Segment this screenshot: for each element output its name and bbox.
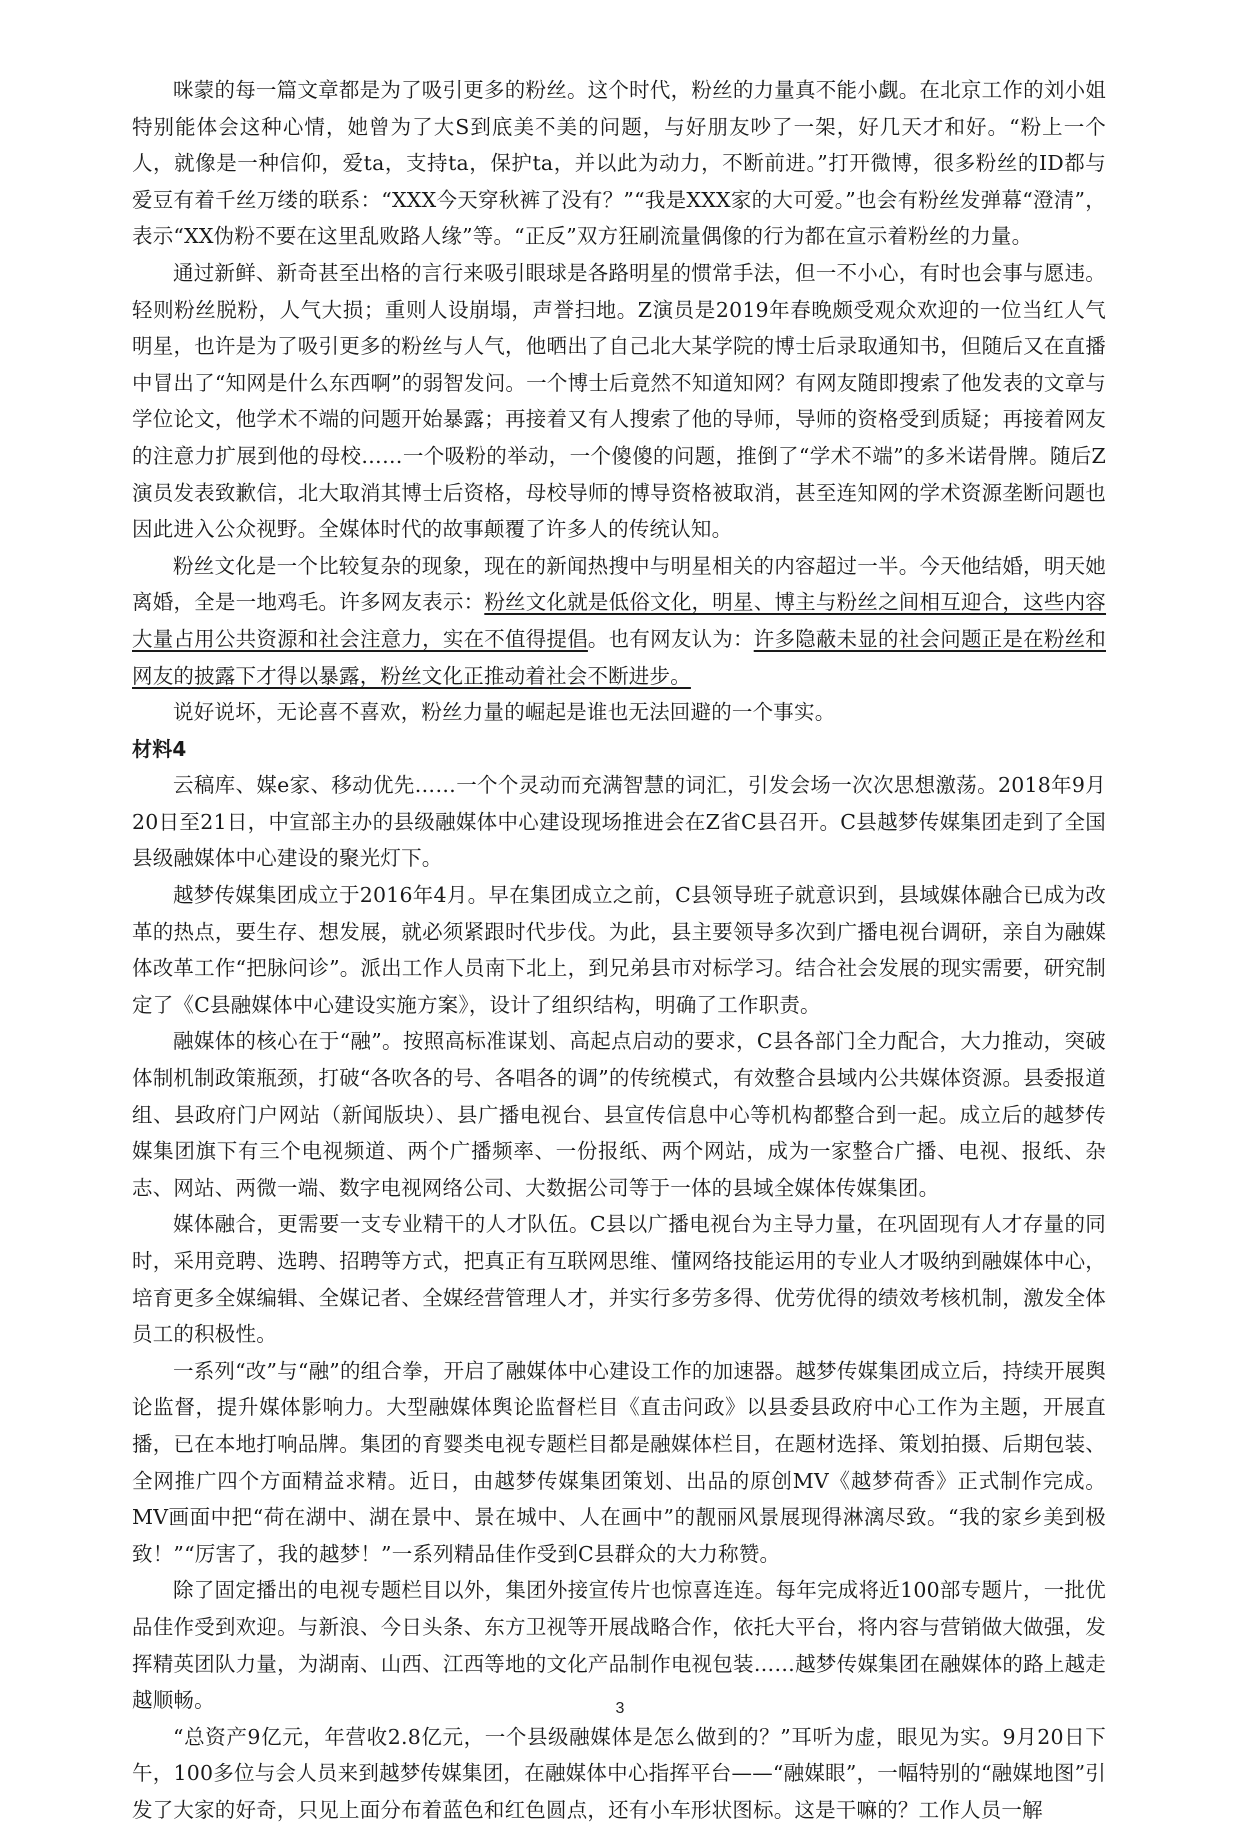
document-body — [132, 72, 1106, 1829]
underlined-quote: 许多隐蔽未显的社会问题正是在粉丝和网友的披露下才得以暴露，粉丝文化正推动着社会不断进步。 — [132, 626, 1106, 688]
paragraph: 通过新鲜、新奇甚至出格的言行来吸引眼球是各路明星的惯常手法，但一不小心，有时也会事与愿违。轻则粉丝脱粉，人气大损；重则人设崩塌，声誉扫地。Z演员是2019年春晚颇受观众欢迎的一位当红人气明星，也许是为了吸引更多的粉丝与人气，他晒出了自己北大某学院的博士后录取通知书，但随后又在直播中冒出了“知网是什么东西啊”的弱智发问。一个博士后竟然不知道知网？有网友随即搜索了他发表的文章与学位论文，他学术不端的问题开始暴露；再接着又有人搜索了他的导师，导师的资格受到质疑；再接着网友的注意力扩展到他的母校……一个吸粉的举动，一个傻傻的问题，推倒了“学术不端”的多米诺骨牌。随后Z演员发表致歉信，北大取消其博士后资格，母校导师的博导资格被取消，甚至连知网的学术资源垄断问题也因此进入公众视野。全媒体时代的故事颠覆了许多人的传统认知。 — [132, 260, 1106, 542]
paragraph: 一系列“改”与“融”的组合拳，开启了融媒体中心建设工作的加速器。越梦传媒集团成立后，持续开展舆论监督，提升媒体影响力。大型融媒体舆论监督栏目《直击问政》以县委县政府中心工作为主题，开展直播，已在本地打响品牌。集团的育婴类电视专题栏目都是融媒体栏目，在题材选择、策划拍摄、后期包装、全网推广四个方面精益求精。近日，由越梦传媒集团策划、出品的原创MV《越梦荷香》正式制作完成。MV画面中把“荷在湖中、湖在景中、景在城中、人在画中”的靓丽风景展现得淋漓尽致。“我的家乡美到极致！”“厉害了，我的越梦！”一系列精品佳作受到C县群众的大力称赞。 — [132, 1358, 1106, 1566]
paragraph — [132, 548, 1106, 694]
paragraph: 融媒体的核心在于“融”。按照高标准谋划、高起点启动的要求，C县各部门全力配合，大力推动，突破体制机制政策瓶颈，打破“各吹各的号、各唱各的调”的传统模式，有效整合县域内公共媒体资源。县委报道组、县政府门户网站（新闻版块）、县广播电视台、县宣传信息中心等机构都整合到一起。成立后的越梦传媒集团旗下有三个电视频道、两个广播频率、一份报纸、两个网站，成为一家整合广播、电视、报纸、杂志、网站、两微一端、数字电视网络公司、大数据公司等于一体的县域全媒体传媒集团。 — [132, 1029, 1106, 1200]
page-number: 3 — [615, 1700, 625, 1717]
paragraph: 云稿库、媒e家、移动优先……一个个灵动而充满智慧的词汇，引发会场一次次思想激荡。2018年9月20日至21日，中宣部主办的县级融媒体中心建设现场推进会在Z省C县召开。C县越梦传媒集团走到了全国县级融媒体中心建设的聚光灯下。 — [132, 773, 1106, 871]
paragraph-text: 。也有网友认为： — [587, 626, 754, 651]
section-heading: 材料4 — [132, 736, 187, 761]
paragraph: 越梦传媒集团成立于2016年4月。早在集团成立之前，C县领导班子就意识到，县域媒体融合已成为改革的热点，要生存、想发展，就必须紧跟时代步伐。为此，县主要领导多次到广播电视台调研，亲自为融媒体改革工作“把脉问诊”。派出工作人员南下北上，到兄弟县市对标学习。结合社会发展的现实需要，研究制定了《C县融媒体中心建设实施方案》，设计了组织结构，明确了工作职责。 — [132, 883, 1106, 1017]
underlined-quote: 粉丝文化就是低俗文化，明星、博主与粉丝之间相互迎合，这些内容大量占用公共资源和社会注意力，实在不值得提倡 — [132, 590, 1107, 651]
paragraph: 除了固定播出的电视专题栏目以外，集团外接宣传片也惊喜连连。每年完成将近100部专题片，一批优品佳作受到欢迎。与新浪、今日头条、东方卫视等开展战略合作，依托大平台，将内容与营销做大做强，发挥精英团队力量，为湖南、山西、江西等地的文化产品制作电视包装……越梦传媒集团在融媒体的路上越走越顺畅。 — [132, 1578, 1106, 1713]
paragraph: 咪蒙的每一篇文章都是为了吸引更多的粉丝。这个时代，粉丝的力量真不能小觑。在北京工作的刘小姐特别能体会这种心情，她曾为了大S到底美不美的问题，与好朋友吵了一架，好几天才和好。“粉上一个人，就像是一种信仰，爱ta，支持ta，保护ta，并以此为动力，不断前进。”打开微博，很多粉丝的ID都与爱豆有着千丝万缕的联系：“XXX今天穿秋裤了没有？”“我是XXX家的大可爱。”也会有粉丝发弹幕“澄清”，表示“XX伪粉不要在这里乱败路人缘”等。“正反”双方狂刷流量偶像的行为都在宣示着粉丝的力量。 — [132, 78, 1106, 249]
paragraph: “总资产9亿元，年营收2.8亿元，一个县级融媒体是怎么做到的？”耳听为虚，眼见为实。9月20日下午，100多位与会人员来到越梦传媒集团，在融媒体中心指挥平台——“融媒眼”，一幅特别的“融媒地图”引发了大家的好奇，只见上面分布着蓝色和红色圆点，还有小车形状图标。这是干嘛的？工作人员一解 — [132, 1724, 1106, 1822]
paragraph-text: 粉丝文化是一个比较复杂的现象，现在的新闻热搜中与明星相关的内容超过一半。今天他结婚，明天她离婚，全是一地鸡毛。许多网友表示： — [132, 553, 1106, 615]
paragraph: 媒体融合，更需要一支专业精干的人才队伍。C县以广播电视台为主导力量，在巩固现有人才存量的同时，采用竞聘、选聘、招聘等方式，把真正有互联网思维、懂网络技能运用的专业人才吸纳到融媒体中心，培育更多全媒编辑、全媒记者、全媒经营管理人才，并实行多劳多得、优劳优得的绩效考核机制，激发全体员工的积极性。 — [132, 1212, 1106, 1347]
paragraph: 说好说坏，无论喜不喜欢，粉丝力量的崛起是谁也无法回避的一个事实。 — [173, 700, 836, 725]
